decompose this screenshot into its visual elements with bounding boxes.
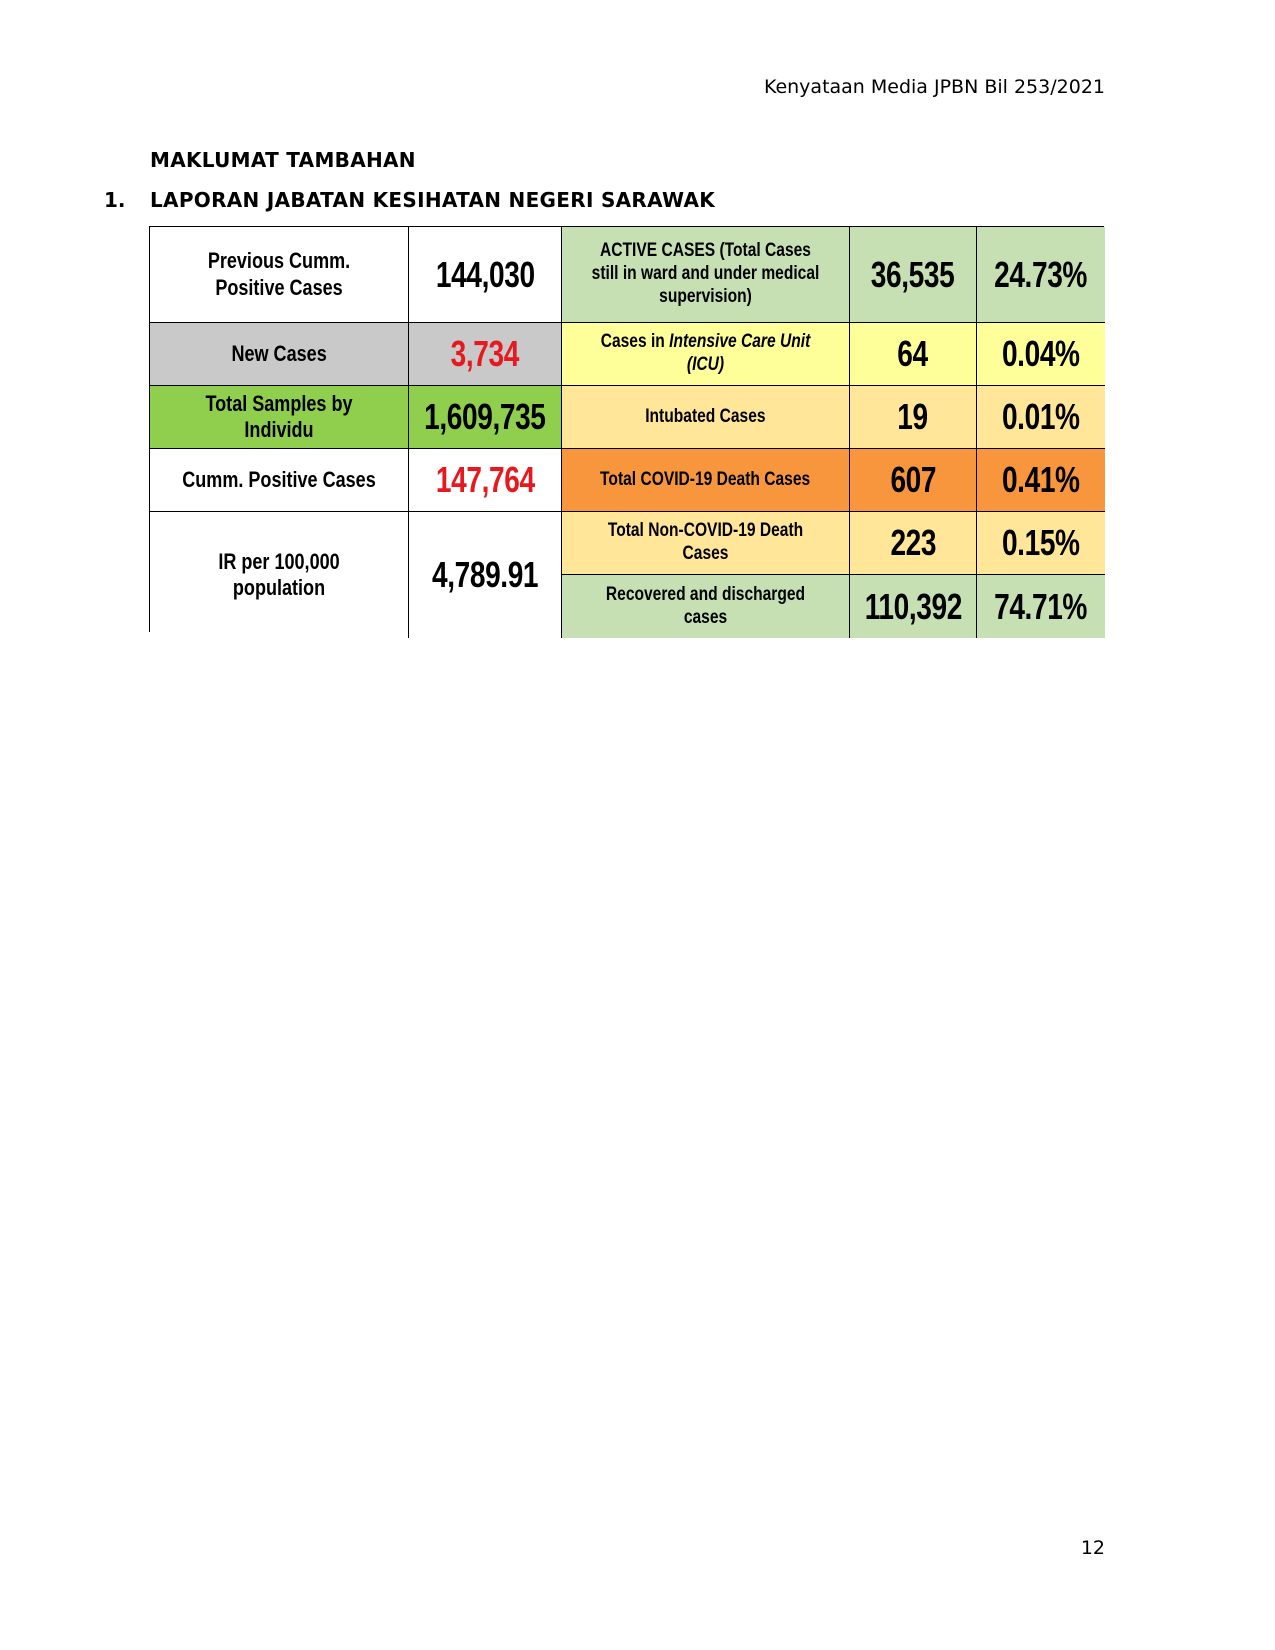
icu-cases-value: 64 (897, 333, 929, 375)
non-covid-death-label: Total Non-COVID-19 Death Cases (607, 520, 804, 564)
intubated-cases-label-cell (562, 386, 850, 449)
total-samples-value: 1,609,735 (424, 396, 546, 438)
covid-death-label: Total COVID-19 Death Cases (600, 468, 811, 490)
active-cases-percent-cell (977, 227, 1105, 323)
intubated-cases-percent-cell (977, 386, 1105, 449)
non-covid-death-value-cell (850, 512, 977, 575)
recovered-value-cell (850, 575, 977, 638)
icu-cases-label-cell (562, 323, 850, 386)
recovered-label: Recovered and discharged cases (605, 583, 806, 628)
active-cases-label-cell (562, 227, 850, 323)
active-cases-label: ACTIVE CASES (Total Cases still in ward and under medical supervision) (591, 240, 820, 307)
cumm-positive-value-cell (409, 449, 562, 512)
item-title: LAPORAN JABATAN KESIHATAN NEGERI SARAWAK (150, 188, 716, 212)
recovered-percent-cell (977, 575, 1105, 638)
non-covid-death-percent: 0.15% (1002, 522, 1080, 564)
icu-label-italic: Intensive Care Unit (ICU) (669, 331, 811, 375)
covid-death-value-cell (850, 449, 977, 512)
intubated-cases-value: 19 (897, 396, 929, 438)
total-samples-label-cell (150, 386, 409, 449)
icu-cases-percent-cell (977, 323, 1105, 386)
intubated-cases-label: Intubated Cases (645, 405, 766, 427)
ir-label-cell (150, 512, 409, 638)
intubated-cases-value-cell (850, 386, 977, 449)
total-samples-value-cell (409, 386, 562, 449)
new-cases-value: 3,734 (450, 333, 520, 375)
new-cases-value-cell (409, 323, 562, 386)
icu-cases-percent: 0.04% (1002, 333, 1080, 375)
ir-value: 4,789.91 (431, 554, 539, 596)
item-number: 1. (104, 188, 126, 212)
document-reference: Kenyataan Media JPBN Bil 253/2021 (763, 76, 1105, 98)
cumm-positive-label: Cumm. Positive Cases (182, 466, 376, 492)
recovered-percent: 74.71% (994, 585, 1088, 627)
active-cases-percent: 24.73% (994, 253, 1088, 295)
icu-cases-label (588, 331, 823, 377)
covid-death-value: 607 (890, 459, 936, 501)
section-title: MAKLUMAT TAMBAHAN (150, 148, 416, 172)
new-cases-label-cell (150, 323, 409, 386)
intubated-cases-percent: 0.01% (1002, 396, 1080, 438)
ir-label: IR per 100,000 population (218, 548, 340, 600)
cumm-positive-label-cell (150, 449, 409, 512)
previous-cumm-positive-label: Previous Cumm. Positive Cases (207, 248, 351, 300)
covid-death-label-cell (562, 449, 850, 512)
previous-cumm-positive-value: 144,030 (435, 253, 535, 295)
non-covid-death-label-cell (562, 512, 850, 575)
cumm-positive-value: 147,764 (435, 459, 535, 501)
recovered-label-cell (562, 575, 850, 638)
new-cases-label: New Cases (231, 340, 327, 366)
total-samples-label: Total Samples by Individu (205, 390, 353, 442)
icu-label-prefix: Cases in (600, 331, 670, 353)
non-covid-death-percent-cell (977, 512, 1105, 575)
covid-statistics-table (149, 226, 1104, 632)
covid-death-percent-cell (977, 449, 1105, 512)
active-cases-value: 36,535 (871, 253, 955, 295)
icu-cases-value-cell (850, 323, 977, 386)
non-covid-death-value: 223 (890, 522, 936, 564)
page-number: 12 (1080, 1537, 1105, 1559)
ir-value-cell (409, 512, 562, 638)
recovered-value: 110,392 (864, 585, 962, 627)
previous-cumm-positive-label-cell (150, 227, 409, 323)
previous-cumm-positive-value-cell (409, 227, 562, 323)
covid-death-percent: 0.41% (1002, 459, 1080, 501)
active-cases-value-cell (850, 227, 977, 323)
